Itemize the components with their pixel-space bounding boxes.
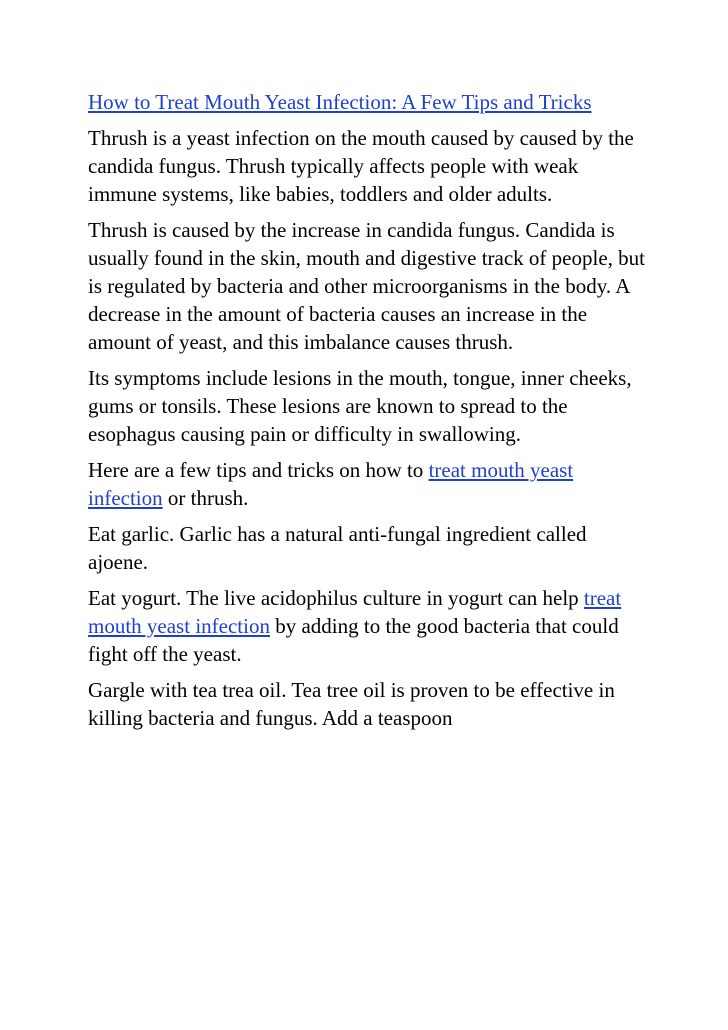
treat-mouth-yeast-infection-link-2[interactable]: treat mouth yeast infection: [88, 586, 622, 638]
paragraph-yogurt: [88, 584, 648, 668]
title-link[interactable]: How to Treat Mouth Yeast Infection: A Few Tips and Tricks: [88, 90, 592, 114]
treat-mouth-yeast-infection-link[interactable]: treat mouth yeast infection: [88, 458, 574, 510]
paragraph-thrush-definition: Thrush is a yeast infection on the mouth caused by caused by the candida fungus. Thrush typically affects people with weak immune systems, like babies, toddlers and older adults.: [88, 126, 634, 206]
document-page: [88, 88, 648, 740]
tips-intro-before: Here are a few tips and tricks on how to: [88, 458, 429, 482]
page-title[interactable]: [88, 88, 648, 116]
paragraph-tea-tree-oil: Gargle with tea trea oil. Tea tree oil is proven to be effective in killing bacteria and fungus. Add a teaspoon: [88, 678, 615, 730]
paragraph-tips-intro: [88, 456, 648, 512]
tips-intro-after: or thrush.: [162, 486, 249, 510]
paragraph-thrush-cause: Thrush is caused by the increase in candida fungus. Candida is usually found in the skin, mouth and digestive track of people, but is regulated by bacteria and other microorganisms in the body. A decrease in the amount of bacteria causes an increase in the amount of yeast, and this imbalance causes thrush.: [88, 218, 645, 354]
paragraph-symptoms: Its symptoms include lesions in the mouth, tongue, inner cheeks, gums or tonsils. These lesions are known to spread to the esophagus causing pain or difficulty in swallowing.: [88, 366, 632, 446]
yogurt-before: Eat yogurt. The live acidophilus culture in yogurt can help: [88, 586, 584, 610]
yogurt-after: by adding to the good bacteria that could fight off the yeast.: [88, 614, 619, 666]
paragraph-garlic: Eat garlic. Garlic has a natural anti-fungal ingredient called ajoene.: [88, 522, 587, 574]
